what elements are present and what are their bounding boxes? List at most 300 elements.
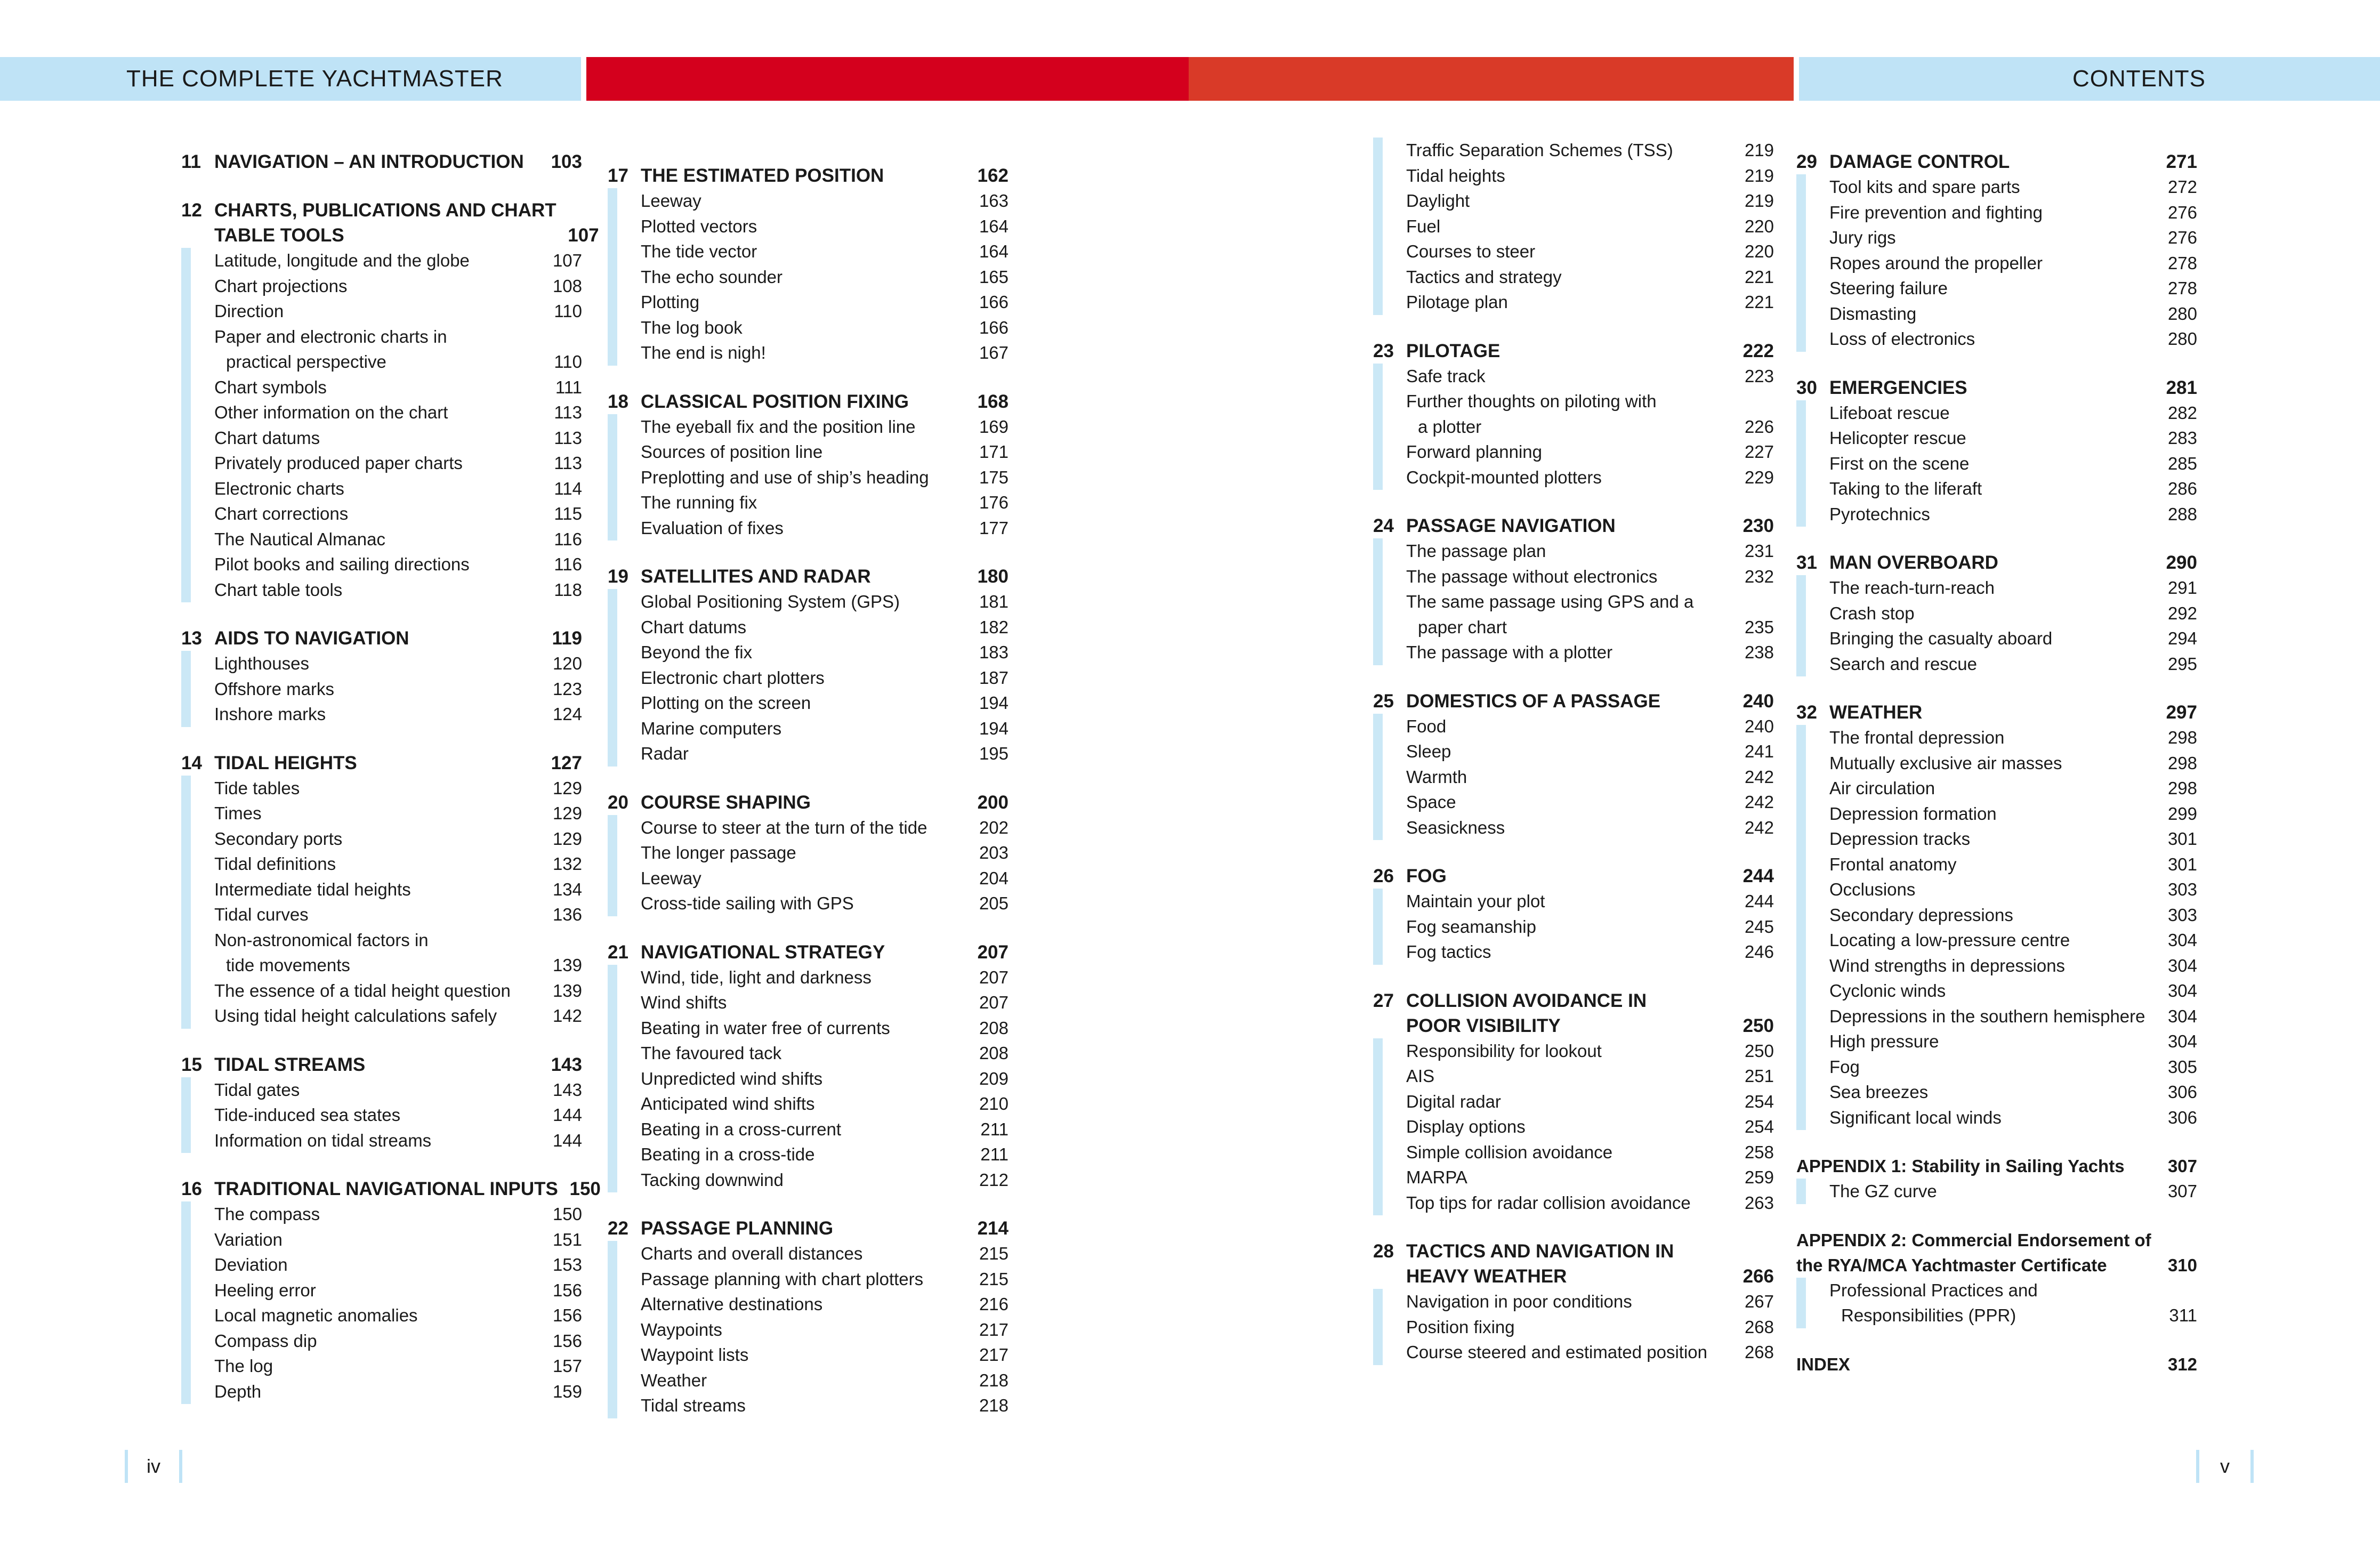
chapter-number: 26 bbox=[1373, 866, 1394, 886]
topic-title bbox=[1406, 714, 1731, 739]
chapter-title bbox=[214, 198, 556, 248]
topic-entry[interactable] bbox=[641, 1066, 1009, 1092]
topic-title-line: Other information on the chart bbox=[214, 402, 448, 422]
topic-entry[interactable] bbox=[1829, 852, 2197, 877]
topic-entry[interactable] bbox=[1406, 1165, 1774, 1190]
topic-entry[interactable] bbox=[214, 1077, 582, 1103]
topic-title bbox=[641, 640, 966, 665]
topic-entry[interactable] bbox=[1406, 364, 1774, 389]
topic-title bbox=[1829, 301, 2155, 327]
topic-page: 182 bbox=[979, 617, 1009, 637]
topic-entry[interactable] bbox=[214, 1128, 582, 1153]
topic-page: 114 bbox=[554, 478, 582, 498]
topic-entry[interactable] bbox=[1406, 1190, 1774, 1216]
chapter-heading[interactable] bbox=[1373, 513, 1774, 538]
topic-title-line: Pilotage plan bbox=[1406, 292, 1508, 312]
topic-entry[interactable] bbox=[214, 501, 582, 527]
topic-entry[interactable] bbox=[214, 1303, 582, 1328]
topic-page: 208 bbox=[979, 1018, 1009, 1038]
chapter-heading[interactable] bbox=[181, 198, 599, 248]
topic-entry[interactable] bbox=[641, 414, 1009, 440]
topic-page: 242 bbox=[1744, 792, 1774, 812]
topic-entry[interactable] bbox=[641, 589, 1009, 615]
topic-entry[interactable] bbox=[214, 1252, 582, 1278]
chapter-heading[interactable] bbox=[1373, 1239, 1774, 1289]
topic-title-line: Marine computers bbox=[641, 718, 782, 738]
topic-title bbox=[1829, 601, 2155, 626]
topic-page: 220 bbox=[1744, 216, 1774, 236]
toc-section bbox=[608, 940, 1009, 1193]
chapter-heading[interactable] bbox=[608, 940, 1009, 965]
topic-entry[interactable] bbox=[1829, 601, 2197, 626]
topic-entry[interactable] bbox=[214, 902, 582, 927]
chapter-heading[interactable] bbox=[1796, 550, 2197, 575]
topic-entry[interactable] bbox=[641, 214, 1009, 239]
topic-title-line: a plotter bbox=[1418, 416, 1482, 437]
topic-title-line: The same passage using GPS and a bbox=[1406, 592, 1694, 611]
chapter-number: 19 bbox=[608, 566, 628, 587]
chapter-heading[interactable] bbox=[1373, 338, 1774, 364]
topic-title-line: The longer passage bbox=[641, 843, 796, 862]
topic-title-line: The passage with a plotter bbox=[1406, 642, 1613, 662]
topic-title-line: Sea breezes bbox=[1829, 1082, 1929, 1102]
topic-title bbox=[1829, 927, 2155, 953]
topic-entry[interactable] bbox=[214, 476, 582, 502]
topic-entry[interactable] bbox=[641, 716, 1009, 741]
topic-title bbox=[1406, 1063, 1731, 1089]
chapter-heading[interactable] bbox=[181, 1052, 582, 1077]
chapter-heading[interactable] bbox=[1373, 689, 1774, 714]
topic-title bbox=[1406, 764, 1731, 790]
topic-title bbox=[1406, 1114, 1731, 1140]
topic-page: 113 bbox=[554, 453, 582, 473]
toc-section bbox=[1796, 375, 2197, 527]
chapter-heading[interactable] bbox=[181, 149, 582, 174]
topic-title bbox=[1406, 1190, 1731, 1216]
topic-entry[interactable] bbox=[1829, 826, 2197, 852]
topic-entry[interactable] bbox=[641, 815, 1009, 841]
topic-entry[interactable] bbox=[1406, 439, 1774, 465]
topic-entry[interactable] bbox=[1406, 1089, 1774, 1115]
topic-entry[interactable] bbox=[214, 851, 582, 877]
topic-entry[interactable] bbox=[214, 651, 582, 676]
chapter-page: 297 bbox=[2166, 702, 2197, 723]
topic-entry[interactable] bbox=[641, 1292, 1009, 1317]
topic-entry[interactable] bbox=[1829, 301, 2197, 327]
topic-title-line: Fog seamanship bbox=[1406, 916, 1536, 937]
topic-entry[interactable] bbox=[1829, 451, 2197, 477]
topic-entry[interactable] bbox=[214, 1227, 582, 1253]
topic-entry[interactable] bbox=[641, 1266, 1009, 1292]
topic-entry[interactable] bbox=[641, 289, 1009, 315]
topic-entry[interactable] bbox=[1406, 264, 1774, 290]
topic-entry[interactable] bbox=[1406, 239, 1774, 264]
chapter-heading[interactable] bbox=[1796, 149, 2197, 174]
chapter-heading[interactable] bbox=[1373, 988, 1774, 1038]
topic-title bbox=[214, 273, 539, 299]
topic-page: 240 bbox=[1744, 716, 1774, 736]
chapter-title bbox=[1829, 700, 2155, 725]
topic-entry[interactable] bbox=[1406, 939, 1774, 965]
topic-title-line: Food bbox=[1406, 716, 1447, 736]
topic-list bbox=[608, 1241, 1009, 1418]
topic-entry[interactable] bbox=[1406, 214, 1774, 239]
topic-page: 241 bbox=[1744, 741, 1774, 761]
topic-entry[interactable] bbox=[641, 315, 1009, 341]
topic-entry[interactable] bbox=[1406, 589, 1774, 640]
chapter-heading[interactable] bbox=[608, 790, 1009, 815]
topic-page: 305 bbox=[2167, 1056, 2197, 1077]
topic-title bbox=[214, 776, 539, 801]
topic-entry[interactable] bbox=[1829, 1029, 2197, 1054]
appendix-heading[interactable] bbox=[1796, 1352, 2197, 1377]
topic-page: 129 bbox=[552, 778, 582, 798]
topic-page: 107 bbox=[552, 251, 582, 270]
topic-title bbox=[214, 927, 539, 978]
topic-title bbox=[1406, 188, 1731, 214]
topic-entry[interactable] bbox=[1829, 751, 2197, 776]
topic-title bbox=[1829, 651, 2155, 677]
chapter-page: 150 bbox=[569, 1179, 601, 1199]
topic-entry[interactable] bbox=[1406, 815, 1774, 841]
chapter-title bbox=[1406, 988, 1731, 1038]
topic-entry[interactable] bbox=[214, 425, 582, 451]
topic-entry[interactable] bbox=[214, 577, 582, 603]
topic-page: 151 bbox=[552, 1229, 582, 1249]
topic-entry[interactable] bbox=[641, 891, 1009, 916]
topic-entry[interactable] bbox=[1829, 1105, 2197, 1131]
chapter-heading[interactable] bbox=[1796, 700, 2197, 725]
chapter-heading[interactable] bbox=[608, 564, 1009, 589]
topic-page: 156 bbox=[552, 1305, 582, 1325]
topic-page: 111 bbox=[555, 377, 582, 397]
chapter-heading[interactable] bbox=[181, 626, 582, 651]
topic-title-line: Deviation bbox=[214, 1255, 288, 1274]
topic-entry[interactable] bbox=[1829, 927, 2197, 953]
topic-entry[interactable] bbox=[1406, 789, 1774, 815]
topic-title bbox=[641, 741, 966, 767]
topic-title-line: Charts and overall distances bbox=[641, 1244, 863, 1263]
toc-section bbox=[1373, 513, 1774, 665]
topic-entry[interactable] bbox=[641, 990, 1009, 1015]
topic-entry[interactable] bbox=[214, 826, 582, 852]
topic-entry[interactable] bbox=[214, 273, 582, 299]
topic-entry[interactable] bbox=[641, 866, 1009, 891]
chapter-number: 13 bbox=[181, 628, 202, 649]
topic-title-line: Fog tactics bbox=[1406, 942, 1491, 962]
topic-entry[interactable] bbox=[1829, 801, 2197, 827]
topic-entry[interactable] bbox=[1406, 1289, 1774, 1314]
topic-entry[interactable] bbox=[1829, 1179, 2197, 1204]
topic-entry[interactable] bbox=[641, 515, 1009, 541]
topic-title bbox=[641, 264, 966, 290]
topic-entry[interactable] bbox=[1406, 1314, 1774, 1340]
topic-entry[interactable] bbox=[641, 665, 1009, 691]
topic-entry[interactable] bbox=[214, 927, 582, 978]
topic-entry[interactable] bbox=[641, 1142, 1009, 1167]
chapter-heading[interactable] bbox=[608, 1216, 1009, 1241]
topic-entry[interactable] bbox=[641, 239, 1009, 264]
chapter-heading[interactable] bbox=[181, 1176, 601, 1201]
topic-title-line: Crash stop bbox=[1829, 603, 1915, 623]
topic-entry[interactable] bbox=[214, 450, 582, 476]
topic-entry[interactable] bbox=[1406, 138, 1774, 163]
topic-list bbox=[181, 776, 582, 1029]
topic-entry[interactable] bbox=[1829, 425, 2197, 451]
topic-entry[interactable] bbox=[1406, 564, 1774, 590]
toc-section bbox=[1796, 550, 2197, 676]
topic-title bbox=[214, 1303, 539, 1328]
topic-entry[interactable] bbox=[1829, 502, 2197, 527]
topic-entry[interactable] bbox=[1406, 739, 1774, 764]
topic-title bbox=[1829, 902, 2155, 928]
topic-entry[interactable] bbox=[1829, 326, 2197, 352]
topic-title bbox=[1829, 1029, 2155, 1054]
topic-entry[interactable] bbox=[214, 1003, 582, 1029]
topic-title bbox=[214, 1102, 539, 1128]
topic-title bbox=[214, 450, 539, 476]
topic-page: 217 bbox=[979, 1345, 1009, 1365]
topic-entry[interactable] bbox=[641, 615, 1009, 640]
topic-title-line: Leeway bbox=[641, 868, 701, 888]
topic-entry[interactable] bbox=[1829, 1278, 2197, 1328]
chapter-title-line: COURSE SHAPING bbox=[641, 792, 811, 813]
topic-entry[interactable] bbox=[1829, 476, 2197, 502]
chapter-page: 200 bbox=[977, 792, 1009, 813]
chapter-page: 266 bbox=[1742, 1266, 1774, 1287]
topic-entry[interactable] bbox=[1829, 174, 2197, 200]
topic-entry[interactable] bbox=[1829, 251, 2197, 276]
topic-entry[interactable] bbox=[1829, 651, 2197, 677]
topic-entry[interactable] bbox=[1406, 1340, 1774, 1365]
topic-title-line: The end is nigh! bbox=[641, 343, 766, 362]
chapter-title bbox=[1406, 689, 1731, 714]
topic-entry[interactable] bbox=[214, 1102, 582, 1128]
header-band-red-right bbox=[1189, 57, 1794, 101]
topic-title bbox=[214, 851, 539, 877]
topic-entry[interactable] bbox=[1406, 914, 1774, 940]
chapter-title-line: APPENDIX 2: Commercial Endorsement of bbox=[1796, 1230, 2151, 1250]
toc-section bbox=[181, 751, 582, 1029]
topic-entry[interactable] bbox=[1406, 289, 1774, 315]
topic-entry[interactable] bbox=[1406, 764, 1774, 790]
topic-title bbox=[1829, 1105, 2155, 1131]
topic-entry[interactable] bbox=[214, 1353, 582, 1379]
topic-entry[interactable] bbox=[641, 1015, 1009, 1041]
chapter-heading[interactable] bbox=[1796, 375, 2197, 400]
topic-entry[interactable] bbox=[214, 298, 582, 324]
chapter-title-line: MAN OVERBOARD bbox=[1829, 552, 1998, 573]
topic-entry[interactable] bbox=[1829, 1054, 2197, 1080]
topic-entry[interactable] bbox=[1406, 889, 1774, 914]
topic-entry[interactable] bbox=[641, 1393, 1009, 1418]
topic-title-line: Chart projections bbox=[214, 276, 348, 296]
chapter-page: 119 bbox=[552, 628, 582, 649]
topic-entry[interactable] bbox=[1829, 776, 2197, 801]
topic-entry[interactable] bbox=[1829, 200, 2197, 225]
topic-entry[interactable] bbox=[641, 465, 1009, 490]
topic-title bbox=[641, 515, 966, 541]
topic-entry[interactable] bbox=[641, 1342, 1009, 1368]
chapter-title bbox=[1829, 550, 2155, 575]
topic-page: 113 bbox=[554, 427, 582, 448]
topic-entry[interactable] bbox=[214, 1201, 582, 1227]
topic-list bbox=[608, 589, 1009, 767]
topic-entry[interactable] bbox=[1829, 1004, 2197, 1029]
topic-title bbox=[1406, 239, 1731, 264]
topic-title-line: Dismasting bbox=[1829, 303, 1917, 324]
topic-entry[interactable] bbox=[641, 741, 1009, 767]
topic-entry[interactable] bbox=[641, 840, 1009, 866]
topic-entry[interactable] bbox=[214, 1379, 582, 1405]
topic-entry[interactable] bbox=[1406, 163, 1774, 189]
topic-title bbox=[214, 501, 539, 527]
chapter-title bbox=[1406, 1239, 1731, 1289]
topic-page: 211 bbox=[980, 1144, 1009, 1164]
chapter-title-line: PASSAGE PLANNING bbox=[641, 1218, 834, 1239]
appendix-heading[interactable] bbox=[1796, 1228, 2197, 1278]
topic-title bbox=[1406, 889, 1731, 914]
toc-section bbox=[1796, 1228, 2197, 1328]
topic-entry[interactable] bbox=[641, 340, 1009, 366]
appendix-heading[interactable] bbox=[1796, 1153, 2197, 1179]
topic-title-line: Unpredicted wind shifts bbox=[641, 1068, 823, 1088]
topic-list bbox=[181, 651, 582, 727]
topic-entry[interactable] bbox=[214, 877, 582, 902]
topic-title-line: Fuel bbox=[1406, 216, 1441, 236]
topic-title-line: Tactics and strategy bbox=[1406, 267, 1562, 287]
topic-title bbox=[1829, 326, 2155, 352]
topic-entry[interactable] bbox=[214, 1278, 582, 1303]
topic-page: 115 bbox=[554, 504, 582, 523]
topic-entry[interactable] bbox=[1829, 575, 2197, 601]
topic-entry[interactable] bbox=[641, 264, 1009, 290]
topic-title-line: Heeling error bbox=[214, 1280, 316, 1300]
topic-entry[interactable] bbox=[641, 640, 1009, 665]
topic-page: 142 bbox=[552, 1006, 582, 1026]
topic-entry[interactable] bbox=[641, 1167, 1009, 1193]
topic-page: 165 bbox=[979, 267, 1009, 287]
topic-title-line: The frontal depression bbox=[1829, 728, 2005, 747]
topic-entry[interactable] bbox=[641, 439, 1009, 465]
topic-page: 132 bbox=[552, 854, 582, 874]
topic-entry[interactable] bbox=[1406, 1063, 1774, 1089]
topic-entry[interactable] bbox=[1406, 714, 1774, 739]
topic-entry[interactable] bbox=[1829, 953, 2197, 979]
topic-entry[interactable] bbox=[214, 801, 582, 826]
toc-section bbox=[1373, 338, 1774, 490]
topic-entry[interactable] bbox=[214, 701, 582, 727]
chapter-heading[interactable] bbox=[1373, 864, 1774, 889]
topic-page: 276 bbox=[2167, 202, 2197, 222]
topic-entry[interactable] bbox=[214, 552, 582, 577]
topic-entry[interactable] bbox=[1406, 1114, 1774, 1140]
topic-title-line: Preplotting and use of ship’s heading bbox=[641, 467, 929, 487]
topic-entry[interactable] bbox=[641, 1241, 1009, 1266]
chapter-title-line: TRADITIONAL NAVIGATIONAL INPUTS bbox=[214, 1179, 558, 1199]
topic-entry[interactable] bbox=[641, 1091, 1009, 1117]
chapter-page: 230 bbox=[1742, 515, 1774, 536]
topic-page: 195 bbox=[979, 744, 1009, 763]
topic-entry[interactable] bbox=[214, 324, 582, 375]
topic-entry[interactable] bbox=[1406, 538, 1774, 564]
chapter-heading[interactable] bbox=[608, 389, 1009, 414]
topic-page: 205 bbox=[979, 893, 1009, 913]
chapter-title bbox=[1796, 1153, 2155, 1179]
topic-entry[interactable] bbox=[1829, 1079, 2197, 1105]
chapter-number: 21 bbox=[608, 941, 628, 963]
topic-title-line: Navigation in poor conditions bbox=[1406, 1292, 1632, 1311]
topic-entry[interactable] bbox=[1406, 389, 1774, 439]
topic-entry[interactable] bbox=[1406, 640, 1774, 665]
topic-entry[interactable] bbox=[641, 1040, 1009, 1066]
topic-entry[interactable] bbox=[214, 248, 582, 273]
topic-entry[interactable] bbox=[1829, 400, 2197, 426]
topic-entry[interactable] bbox=[1829, 225, 2197, 251]
topic-title-line: Electronic chart plotters bbox=[641, 667, 825, 688]
topic-entry[interactable] bbox=[641, 965, 1009, 990]
topic-entry[interactable] bbox=[1829, 276, 2197, 301]
topic-entry[interactable] bbox=[214, 978, 582, 1004]
topic-title-line: The log book bbox=[641, 317, 743, 337]
topic-entry[interactable] bbox=[1829, 725, 2197, 751]
topic-entry[interactable] bbox=[1829, 877, 2197, 902]
topic-entry[interactable] bbox=[214, 527, 582, 552]
topic-page: 164 bbox=[979, 241, 1009, 261]
topic-entry[interactable] bbox=[214, 400, 582, 425]
topic-entry[interactable] bbox=[641, 490, 1009, 515]
topic-page: 216 bbox=[979, 1294, 1009, 1314]
topic-entry[interactable] bbox=[1406, 1140, 1774, 1165]
chapter-heading[interactable] bbox=[181, 751, 582, 776]
topic-title-line: Offshore marks bbox=[214, 679, 334, 699]
topic-title bbox=[1829, 877, 2155, 902]
topic-entry[interactable] bbox=[1829, 626, 2197, 651]
chapter-title-line: TABLE TOOLS bbox=[214, 225, 344, 246]
topic-page: 120 bbox=[552, 654, 582, 673]
topic-page: 164 bbox=[979, 216, 1009, 236]
topic-entry[interactable] bbox=[641, 188, 1009, 214]
topic-entry[interactable] bbox=[1829, 978, 2197, 1004]
toc-section bbox=[181, 1052, 582, 1153]
topic-title-line: High pressure bbox=[1829, 1031, 1939, 1051]
topic-entry[interactable] bbox=[1406, 465, 1774, 490]
topic-entry[interactable] bbox=[641, 690, 1009, 716]
topic-entry[interactable] bbox=[1406, 1038, 1774, 1064]
topic-title-line: Beating in a cross-current bbox=[641, 1119, 842, 1139]
topic-page: 219 bbox=[1744, 140, 1774, 160]
topic-entry[interactable] bbox=[214, 375, 582, 400]
topic-entry[interactable] bbox=[1406, 188, 1774, 214]
topic-title-line: Latitude, longitude and the globe bbox=[214, 251, 470, 270]
topic-title bbox=[641, 815, 966, 841]
topic-page: 251 bbox=[1744, 1066, 1774, 1086]
chapter-number: 22 bbox=[608, 1218, 628, 1239]
topic-entry[interactable] bbox=[641, 1368, 1009, 1393]
topic-entry[interactable] bbox=[214, 1328, 582, 1354]
topic-entry[interactable] bbox=[641, 1117, 1009, 1142]
topic-title-line: Alternative destinations bbox=[641, 1294, 823, 1314]
topic-page: 175 bbox=[979, 467, 1009, 487]
chapter-heading[interactable] bbox=[608, 163, 1009, 188]
topic-title-line: Evaluation of fixes bbox=[641, 518, 784, 538]
topic-page: 108 bbox=[552, 276, 582, 296]
topic-title-line: Lighthouses bbox=[214, 654, 309, 673]
topic-entry[interactable] bbox=[214, 776, 582, 801]
topic-entry[interactable] bbox=[214, 676, 582, 702]
topic-entry[interactable] bbox=[641, 1317, 1009, 1343]
topic-entry[interactable] bbox=[1829, 902, 2197, 928]
